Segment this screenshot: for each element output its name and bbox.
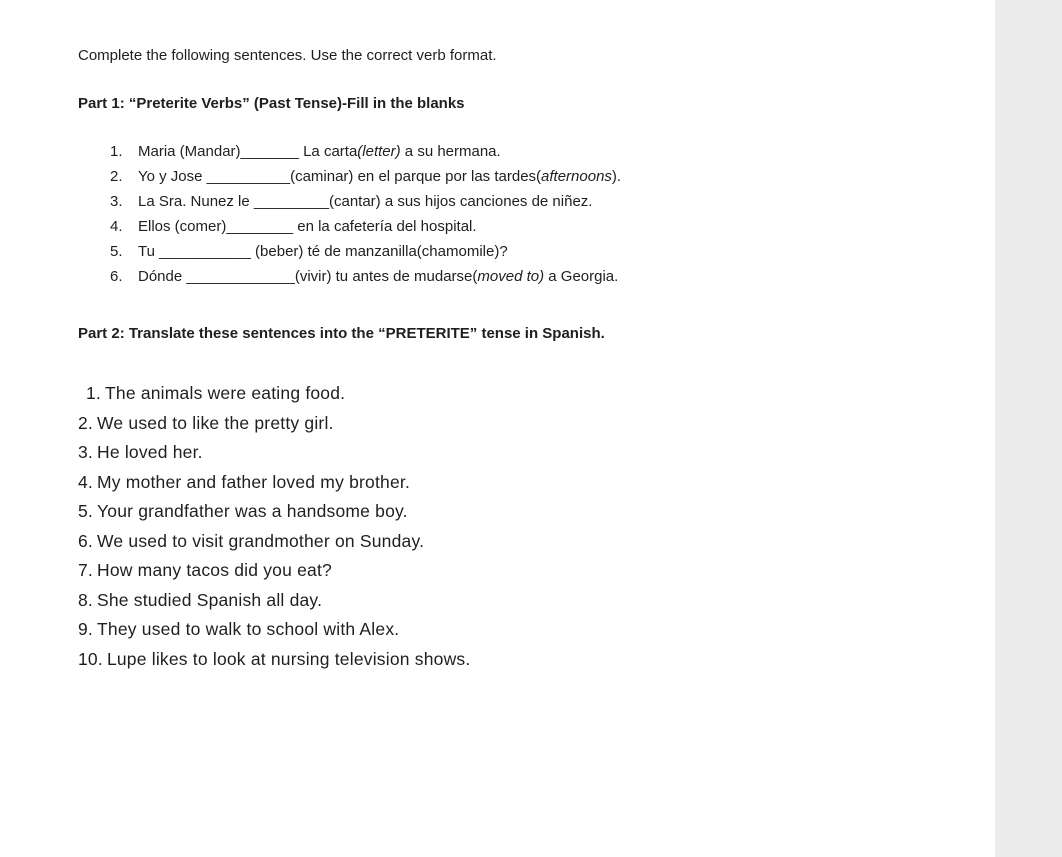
list-item-text: He loved her. — [97, 442, 203, 462]
list-item — [110, 264, 928, 289]
list-item — [78, 438, 928, 468]
worksheet-page — [78, 0, 928, 674]
list-item-number: 5. — [78, 501, 93, 521]
list-item — [78, 497, 928, 527]
right-gutter — [995, 0, 1062, 857]
list-item-number: 8. — [78, 589, 93, 610]
list-item — [78, 586, 928, 616]
list-item-text: Lupe likes to look at nursing television shows. — [106, 648, 471, 669]
list-item-number: 6. — [110, 268, 123, 285]
list-item-number: 6. — [78, 530, 93, 551]
list-item — [110, 189, 928, 214]
list-item — [110, 214, 928, 239]
list-item-text: We used to like the pretty girl. — [97, 412, 334, 433]
list-item-number: 4. — [110, 218, 123, 235]
list-item-text: They used to walk to school with Alex. — [97, 619, 400, 639]
list-item — [110, 139, 928, 164]
worksheet-instruction: Complete the following sentences. Use the correct verb format. — [78, 47, 497, 64]
list-item — [78, 379, 928, 409]
list-item — [78, 645, 928, 675]
list-item-text: She studied Spanish all day. — [97, 589, 323, 610]
list-item-number: 1. — [86, 383, 101, 403]
list-item-number: 2. — [110, 168, 123, 185]
list-item — [110, 164, 928, 189]
list-item-text: Dónde _____________(vivir) tu antes de mudarse(moved to) a Georgia. — [138, 268, 619, 285]
part1-heading: Part 1: “Preterite Verbs” (Past Tense)-Fill in the blanks — [78, 95, 465, 112]
list-item-text: The animals were eating food. — [105, 383, 346, 403]
list-item-number: 7. — [78, 560, 93, 580]
list-item-number: 2. — [78, 412, 93, 433]
list-item-text: Ellos (comer)________ en la cafetería del hospital. — [138, 218, 477, 235]
list-item-number: 3. — [110, 193, 123, 210]
part1-fill-in-blanks-list — [110, 139, 928, 289]
list-item-text: Your grandfather was a handsome boy. — [97, 501, 408, 521]
part2-heading: Part 2: Translate these sentences into the “PRETERITE” tense in Spanish. — [78, 325, 605, 342]
list-item-number: 9. — [78, 619, 93, 639]
list-item-text: La Sra. Nunez le _________(cantar) a sus hijos canciones de niñez. — [138, 193, 593, 210]
list-item-text: Maria (Mandar)_______ La carta(letter) a su hermana. — [138, 143, 501, 160]
list-item-number: 5. — [110, 243, 123, 260]
list-item — [78, 527, 928, 557]
list-item — [78, 468, 928, 498]
list-item-text: Yo y Jose __________(caminar) en el parque por las tardes(afternoons). — [138, 168, 622, 185]
list-item-text: How many tacos did you eat? — [97, 560, 332, 580]
list-item-text: My mother and father loved my brother. — [97, 471, 411, 492]
list-item-number: 10. — [78, 648, 103, 669]
list-item-number: 3. — [78, 442, 93, 462]
list-item-text: We used to visit grandmother on Sunday. — [97, 530, 425, 551]
list-item-text: Tu ___________ (beber) té de manzanilla(chamomile)? — [138, 243, 508, 260]
list-item — [78, 615, 928, 645]
list-item-number: 4. — [78, 471, 93, 492]
list-item-number: 1. — [110, 143, 123, 160]
list-item — [110, 239, 928, 264]
list-item — [78, 409, 928, 439]
list-item — [78, 556, 928, 586]
part2-translation-list — [78, 379, 928, 674]
